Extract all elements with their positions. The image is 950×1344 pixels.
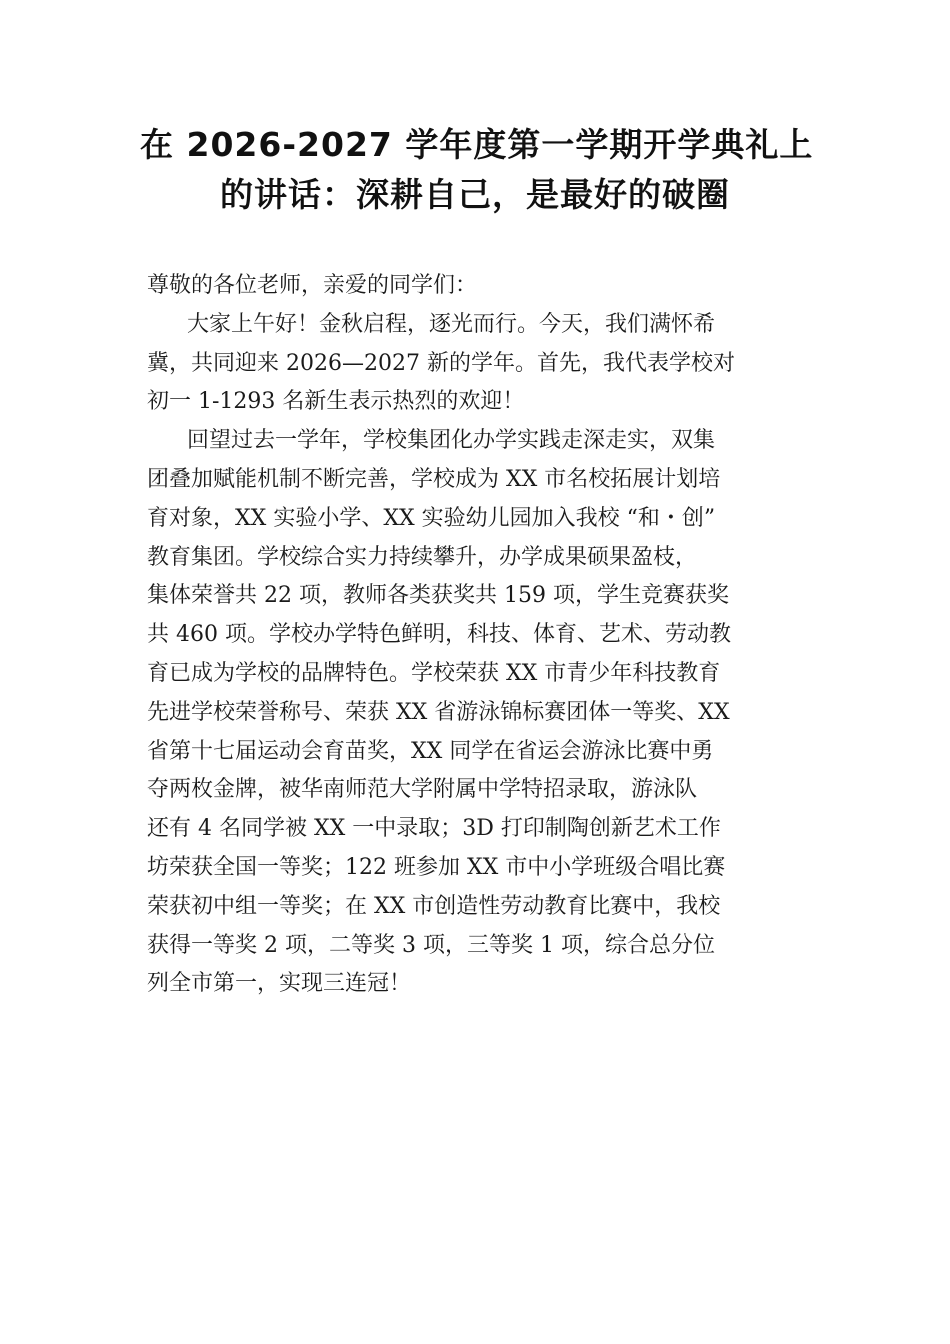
- paragraph-line: 大家上午好！金秋启程，逐光而行。今天，我们满怀希: [187, 311, 716, 337]
- paragraph-review: [147, 422, 807, 1004]
- paragraph-line: 还有 4 名同学被 XX 一中录取；3D 打印制陶创新艺术工作: [147, 816, 721, 842]
- paragraph-line: 回望过去一学年，学校集团化办学实践走深走实，双集: [187, 428, 716, 454]
- paragraph-line: 团叠加赋能机制不断完善，学校成为 XX 市名校拓展计划培: [147, 466, 721, 492]
- paragraph-line: 先进学校荣誉称号、荣获 XX 省游泳锦标赛团体一等奖、XX: [147, 699, 730, 725]
- paragraph-line: 共 460 项。学校办学特色鲜明，科技、体育、艺术、劳动教: [147, 622, 731, 648]
- paragraph-line: 教育集团。学校综合实力持续攀升，办学成果硕果盈枝，: [147, 544, 698, 570]
- paragraph-line: 育已成为学校的品牌特色。学校荣获 XX 市青少年科技教育: [147, 660, 721, 686]
- paragraph-line: 荣获初中组一等奖；在 XX 市创造性劳动教育比赛中，我校: [147, 893, 721, 919]
- paragraph-line: 育对象，XX 实验小学、XX 实验幼儿园加入我校 “和・创”: [147, 505, 716, 531]
- title-line-1: 在 2026-2027 学年度第一学期开学典礼上: [140, 125, 814, 164]
- paragraph-line: 省第十七届运动会育苗奖，XX 同学在省运会游泳比赛中勇: [147, 738, 714, 764]
- document-body: [147, 267, 807, 1004]
- document-title: [140, 120, 814, 220]
- paragraph-line: 初一 1-1293 名新生表示热烈的欢迎！: [147, 389, 525, 415]
- paragraph-line: 冀，共同迎来 2026—2027 新的学年。首先，我代表学校对: [147, 350, 735, 376]
- salutation: 尊敬的各位老师，亲爱的同学们：: [147, 273, 478, 298]
- paragraph-line: 夺两枚金牌，被华南师范大学附属中学特招录取，游泳队: [147, 777, 698, 803]
- paragraph-greeting: [147, 306, 807, 422]
- paragraph-line: 坊荣获全国一等奖；122 班参加 XX 市中小学班级合唱比赛: [147, 854, 726, 880]
- paragraph-line: 集体荣誉共 22 项，教师各类获奖共 159 项，学生竞赛获奖: [147, 583, 729, 609]
- title-line-2: 的讲话：深耕自己，是最好的破圈: [220, 175, 730, 214]
- paragraph-line: 获得一等奖 2 项，二等奖 3 项，三等奖 1 项，综合总分位: [147, 932, 715, 958]
- paragraph-line: 列全市第一，实现三连冠！: [147, 971, 412, 997]
